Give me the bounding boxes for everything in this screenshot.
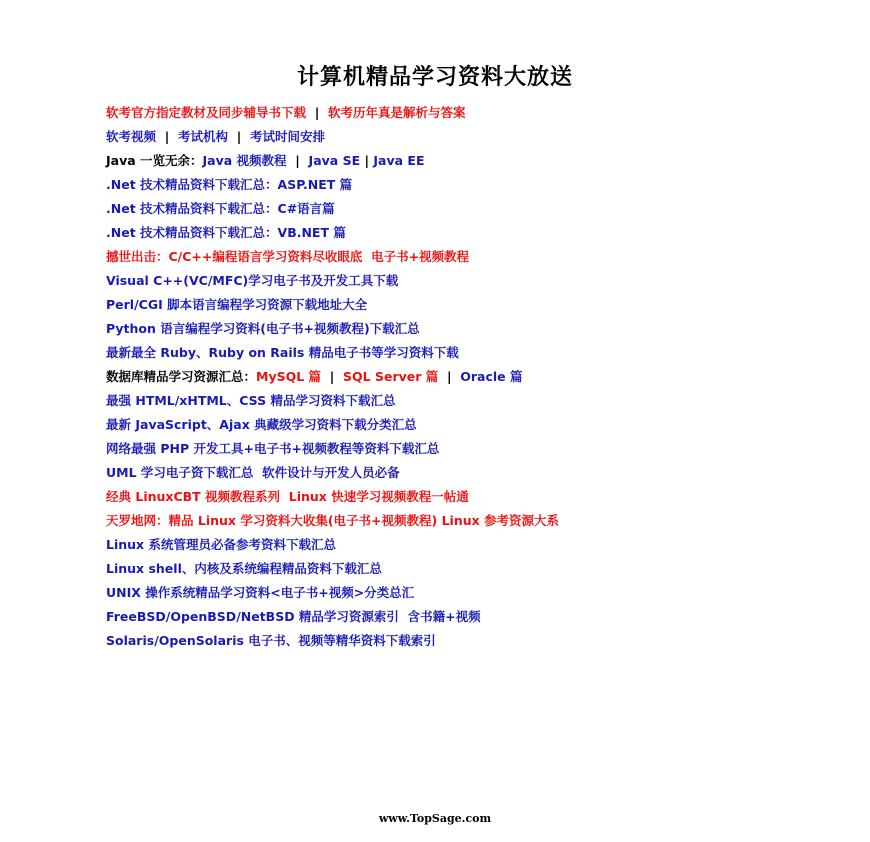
resource-line [106, 294, 850, 318]
resource-link[interactable]: MySQL 篇 [256, 369, 322, 384]
separator: | [286, 153, 309, 168]
resource-line [106, 390, 850, 414]
resource-line [106, 558, 850, 582]
separator: | [306, 105, 328, 120]
resource-link[interactable]: 最新最全 Ruby、Ruby on Rails 精品电子书等学习资料下载 [106, 345, 459, 360]
resource-link[interactable]: 天罗地网：精品 Linux 学习资料大收集(电子书+视频教程) Linux 参考资源大系 [106, 513, 560, 528]
resource-link[interactable]: .Net 技术精品资料下载汇总：C#语言篇 [106, 201, 335, 216]
resource-link[interactable]: Oracle 篇 [460, 369, 523, 384]
resource-link[interactable]: UML 学习电子资下载汇总 软件设计与开发人员必备 [106, 465, 400, 480]
resource-line [106, 582, 850, 606]
resource-link[interactable]: Solaris/OpenSolaris 电子书、视频等精华资料下载索引 [106, 633, 436, 648]
separator: | [228, 129, 250, 144]
resource-line [106, 222, 850, 246]
separator: | [360, 153, 374, 168]
resource-link[interactable]: Python 语言编程学习资料(电子书+视频教程)下载汇总 [106, 321, 420, 336]
resource-line [106, 126, 850, 150]
resource-link[interactable]: .Net 技术精品资料下载汇总：ASP.NET 篇 [106, 177, 353, 192]
resource-link[interactable]: Java 视频教程 [202, 153, 287, 168]
section-label: Java 一览无余： [106, 153, 203, 168]
resource-link[interactable]: 软考历年真是解析与答案 [328, 105, 466, 120]
resource-link[interactable]: FreeBSD/OpenBSD/NetBSD 精品学习资源索引 含书籍+视频 [106, 609, 481, 624]
resource-link[interactable]: 撼世出击：C/C++编程语言学习资料尽收眼底 电子书+视频教程 [106, 249, 470, 264]
resource-line [106, 366, 850, 390]
resource-line [106, 630, 850, 654]
page-title: 计算机精品学习资料大放送 [296, 65, 573, 90]
resource-line [106, 270, 850, 294]
resource-link[interactable]: 最强 HTML/xHTML、CSS 精品学习资料下载汇总 [106, 393, 396, 408]
resource-link[interactable]: 最新 JavaScript、Ajax 典藏级学习资料下载分类汇总 [106, 417, 417, 432]
resource-link[interactable]: Perl/CGI 脚本语言编程学习资源下载地址大全 [106, 297, 368, 312]
resource-line [106, 198, 850, 222]
resource-link-list [106, 102, 850, 654]
resource-link[interactable]: 软考官方指定教材及同步辅导书下载 [106, 105, 307, 120]
section-label: 数据库精品学习资源汇总： [106, 369, 257, 384]
resource-line [106, 438, 850, 462]
footer-site-url: www.TopSage.com [378, 812, 492, 825]
resource-link[interactable]: Visual C++(VC/MFC)学习电子书及开发工具下载 [106, 273, 399, 288]
resource-link[interactable]: UNIX 操作系统精品学习资料<电子书+视频>分类总汇 [106, 585, 415, 600]
separator: | [321, 369, 344, 384]
resource-link[interactable]: Java EE [373, 153, 425, 168]
separator: | [156, 129, 178, 144]
resource-line [106, 150, 850, 174]
resource-line [106, 318, 850, 342]
resource-link[interactable]: 考试机构 [178, 129, 229, 144]
resource-link[interactable]: Linux shell、内核及系统编程精品资料下载汇总 [106, 561, 382, 576]
resource-link[interactable]: 网络最强 PHP 开发工具+电子书+视频教程等资料下载汇总 [106, 441, 440, 456]
resource-link[interactable]: .Net 技术精品资料下载汇总：VB.NET 篇 [106, 225, 346, 240]
resource-link[interactable]: SQL Server 篇 [343, 369, 439, 384]
resource-line [106, 486, 850, 510]
resource-line [106, 102, 850, 126]
resource-link[interactable]: 软考视频 [106, 129, 157, 144]
resource-link[interactable]: Java SE [308, 153, 361, 168]
resource-link[interactable]: Linux 系统管理员必备参考资料下载汇总 [106, 537, 336, 552]
resource-line [106, 606, 850, 630]
resource-line [106, 174, 850, 198]
separator: | [438, 369, 461, 384]
resource-line [106, 510, 850, 534]
resource-line [106, 342, 850, 366]
resource-line [106, 534, 850, 558]
resource-line [106, 246, 850, 270]
resource-line [106, 462, 850, 486]
resource-line [106, 414, 850, 438]
resource-link[interactable]: 考试时间安排 [250, 129, 326, 144]
resource-link[interactable]: 经典 LinuxCBT 视频教程系列 Linux 快速学习视频教程一帖通 [106, 489, 469, 504]
